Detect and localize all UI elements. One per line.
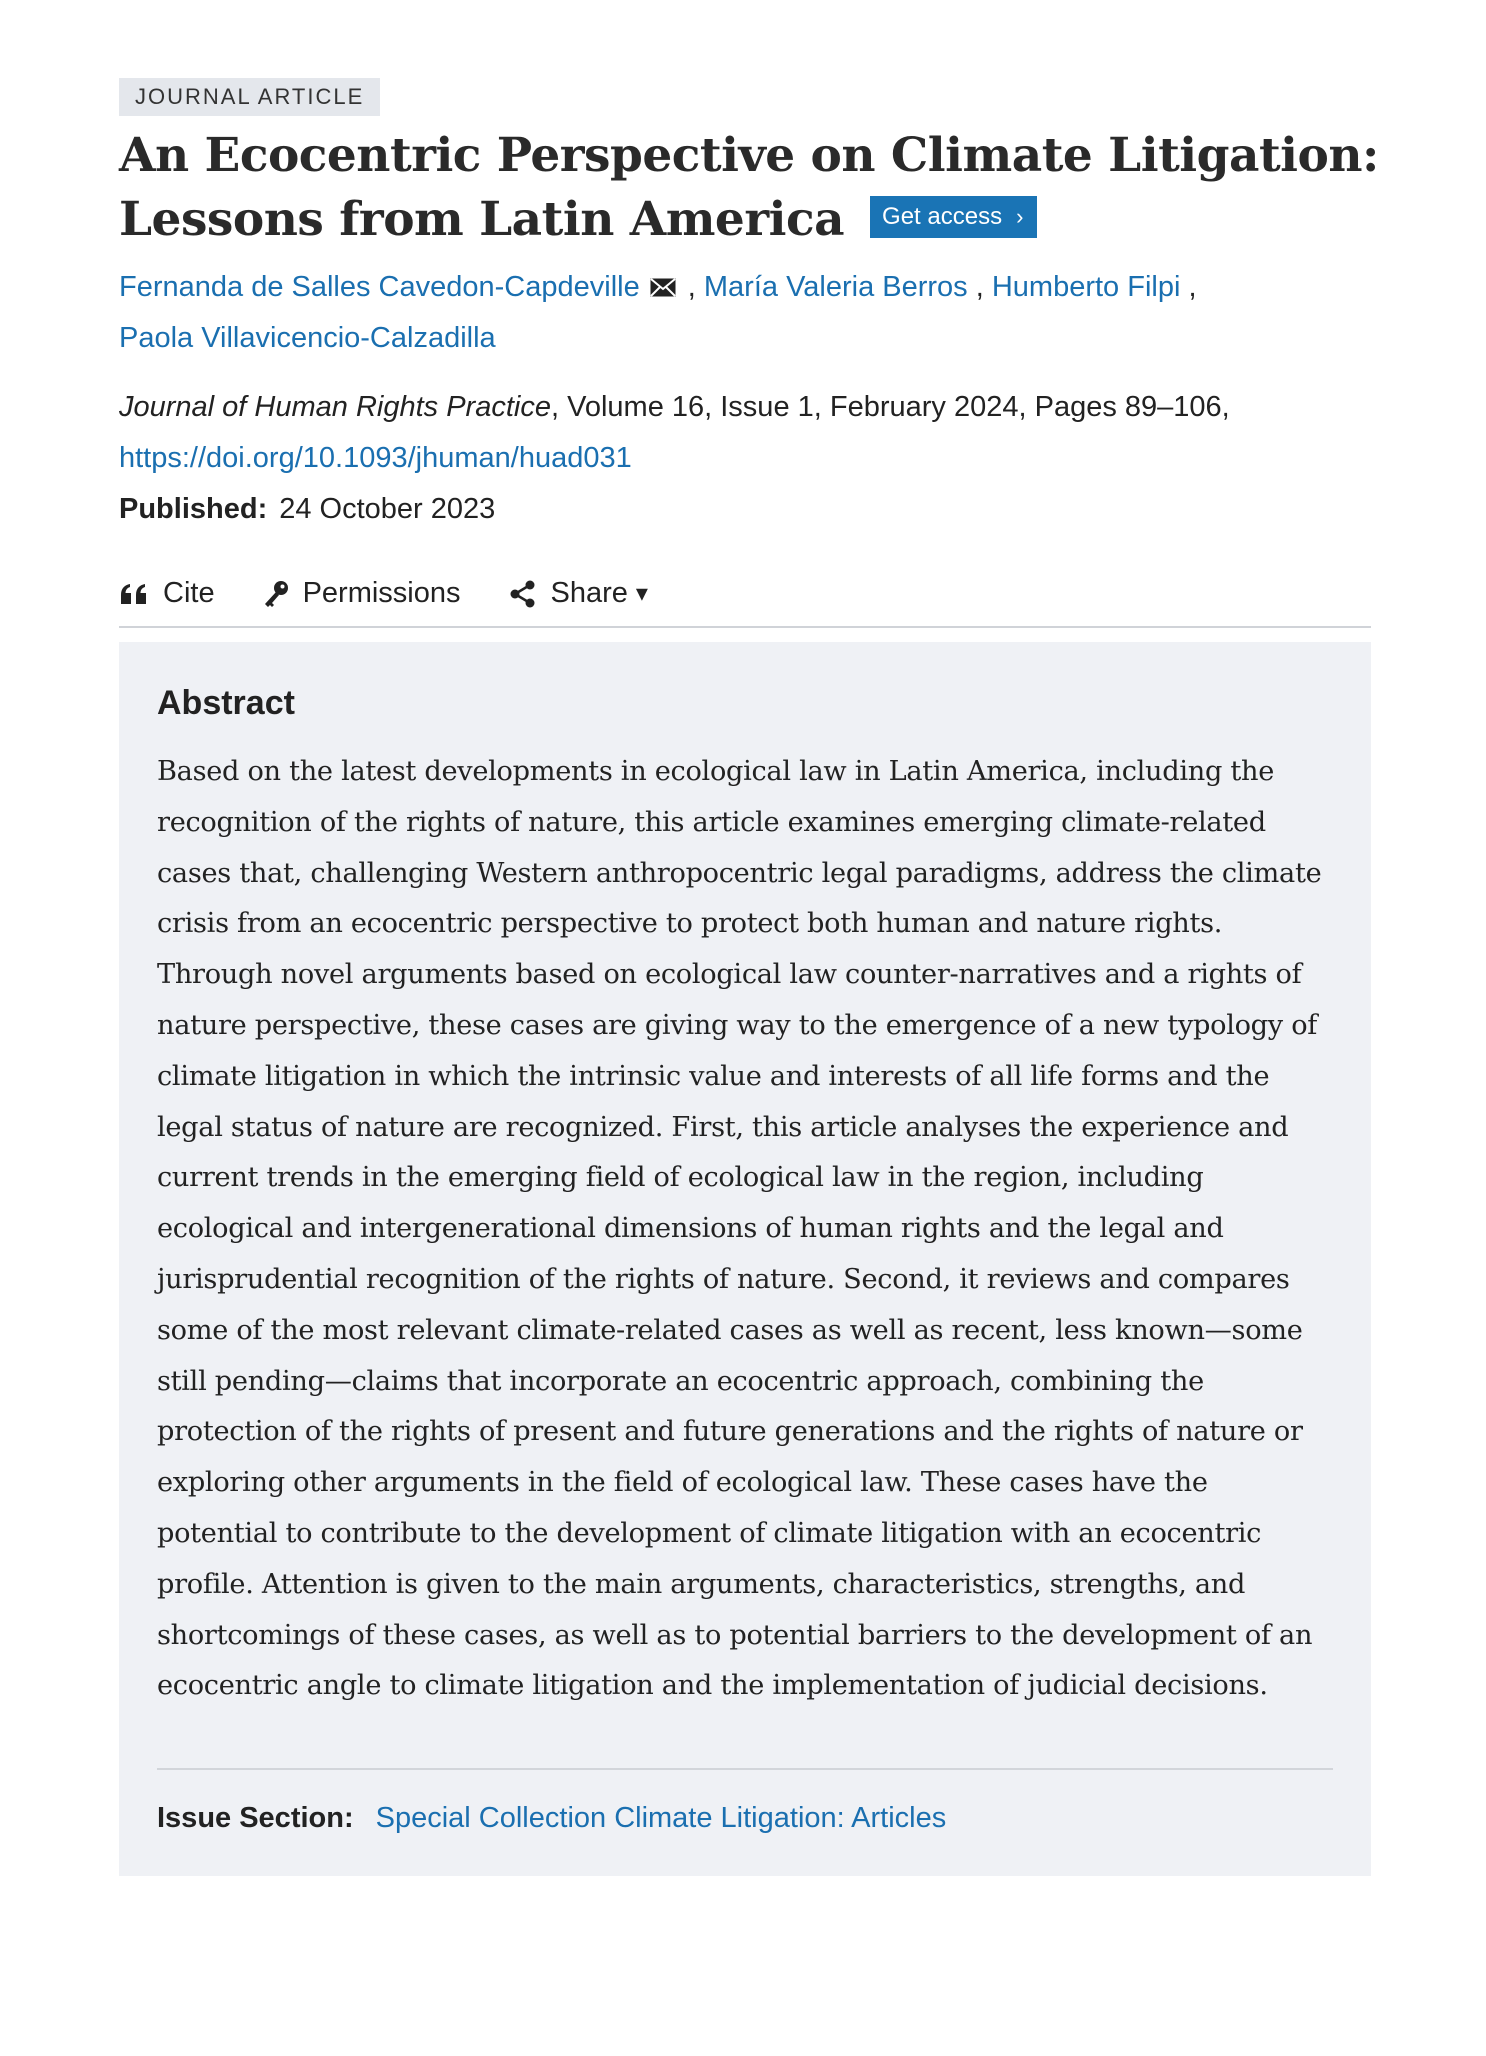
author-separator: , bbox=[967, 271, 992, 303]
abstract-divider bbox=[157, 1768, 1333, 1770]
author-separator: , bbox=[679, 271, 704, 303]
abstract-text: Based on the latest developments in ecological law in Latin America, including the recognition of the rights of nature, this article examines emerging climate-related cases that, challenging Western anthropocentric legal paradigms, address the climate crisis from an ecocentric perspective to protect both human and nature rights. Through novel arguments based on ecological law counter-narratives and a rights of nature perspective, these cases are giving way to the emergence of a new typology of climate litigation in which the intrinsic value and interests of all life forms and the legal status of nature are recognized. First, this article analyses the experience and current trends in the emerging field of ecological law in the region, including ecological and intergenerational dimensions of human rights and the legal and jurisprudential recognition of the rights of nature. Second, it reviews and compares some of the most relevant climate-related cases as well as recent, less known—some still pending—claims that incorporate an ecocentric approach, combining the protection of the rights of present and future generations and the rights of nature or exploring other arguments in the field of ecological law. These cases have the potential to contribute to the development of climate litigation with an ecocentric profile. Attention is given to the main arguments, characteristics, strengths, and shortcomings of these cases, as well as to potential barriers to the development of an ecocentric angle to climate litigation and the implementation of judicial decisions. bbox=[157, 756, 1322, 1702]
cite-button[interactable] bbox=[119, 577, 215, 610]
issue-section-link[interactable]: Special Collection Climate Litigation: Articles bbox=[375, 1802, 947, 1835]
article-title-line-2 bbox=[119, 188, 1371, 252]
envelope-icon[interactable] bbox=[650, 278, 676, 297]
author-link-3[interactable]: Humberto Filpi bbox=[991, 271, 1181, 303]
get-access-label: Get access bbox=[882, 203, 1003, 230]
share-dropdown[interactable] bbox=[509, 577, 648, 610]
published-date bbox=[119, 484, 1371, 535]
article-title-line-2-text: Lessons from Latin America bbox=[119, 192, 845, 247]
share-icon bbox=[509, 580, 537, 608]
chevron-right-icon: › bbox=[1016, 204, 1024, 229]
author-list bbox=[119, 262, 1371, 364]
caret-down-icon: ▾ bbox=[635, 580, 648, 607]
abstract-heading: Abstract bbox=[157, 684, 295, 722]
permissions-button[interactable] bbox=[263, 577, 461, 610]
published-value: 24 October 2023 bbox=[279, 493, 496, 525]
author-link-1[interactable]: Fernanda de Salles Cavedon-Capdeville bbox=[119, 271, 640, 303]
issue-section bbox=[157, 1798, 1333, 1838]
article-toolbar bbox=[119, 577, 1371, 628]
permissions-label: Permissions bbox=[302, 577, 461, 609]
author-link-2[interactable]: María Valeria Berros bbox=[703, 271, 968, 303]
doi-link[interactable]: https://doi.org/10.1093/jhuman/huad031 bbox=[119, 442, 632, 474]
abstract-panel bbox=[119, 642, 1371, 1876]
article-header bbox=[119, 78, 1379, 1876]
share-label: Share bbox=[550, 577, 628, 609]
citation-info bbox=[119, 382, 1371, 484]
article-title-line-1: An Ecocentric Perspective on Climate Litigation: bbox=[119, 128, 1379, 183]
published-label: Published: bbox=[119, 493, 268, 525]
citation-details: , Volume 16, Issue 1, February 2024, Pages 89–106, bbox=[550, 391, 1230, 423]
journal-name: Journal of Human Rights Practice bbox=[119, 391, 551, 423]
article-title bbox=[119, 124, 1379, 252]
issue-section-label: Issue Section: bbox=[157, 1802, 354, 1835]
quote-icon bbox=[119, 583, 149, 605]
author-separator: , bbox=[1180, 271, 1197, 303]
cite-label: Cite bbox=[163, 577, 215, 609]
get-access-button[interactable] bbox=[870, 196, 1037, 238]
author-link-4[interactable]: Paola Villavicencio-Calzadilla bbox=[119, 322, 496, 354]
article-type-badge: JOURNAL ARTICLE bbox=[119, 78, 380, 116]
key-icon bbox=[263, 580, 289, 608]
